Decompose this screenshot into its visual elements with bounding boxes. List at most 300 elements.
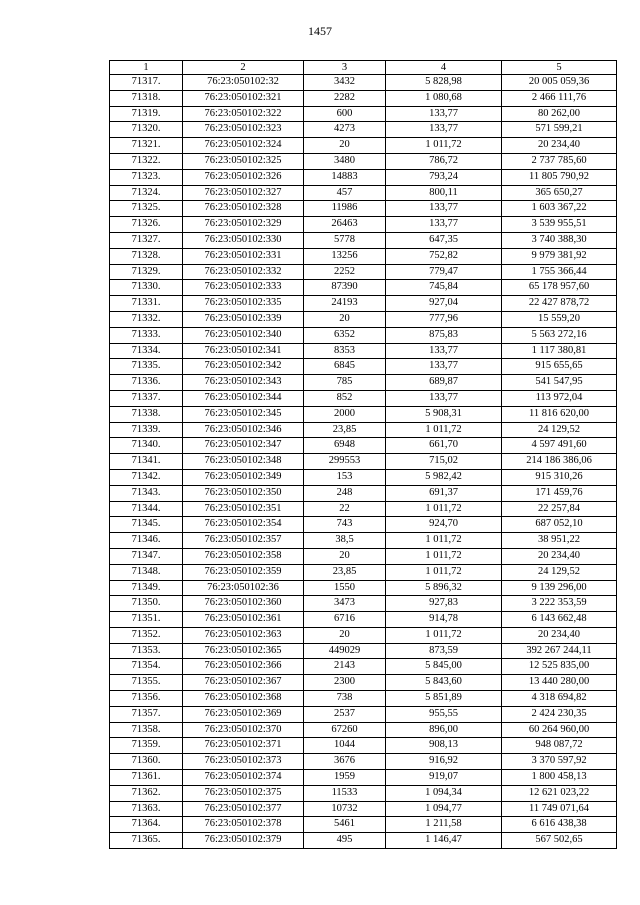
cadastral-number-cell: 76:23:050102:326 xyxy=(183,169,304,185)
row-number-cell: 71352. xyxy=(110,627,183,643)
table-row xyxy=(110,201,617,217)
table-row xyxy=(110,122,617,138)
table-row xyxy=(110,485,617,501)
row-number-cell: 71321. xyxy=(110,138,183,154)
table-row xyxy=(110,390,617,406)
row-number-cell: 71364. xyxy=(110,817,183,833)
table-row xyxy=(110,596,617,612)
cadastral-value-cell: 171 459,76 xyxy=(502,485,617,501)
cadastral-value-cell: 6 143 662,48 xyxy=(502,612,617,628)
cadastral-value-cell: 12 621 023,22 xyxy=(502,785,617,801)
cadastral-number-cell: 76:23:050102:351 xyxy=(183,501,304,517)
area-cell: 2537 xyxy=(304,706,386,722)
table-row xyxy=(110,359,617,375)
table-row xyxy=(110,327,617,343)
unit-value-cell: 800,11 xyxy=(386,185,502,201)
area-cell: 5778 xyxy=(304,232,386,248)
cadastral-value-cell: 22 257,84 xyxy=(502,501,617,517)
unit-value-cell: 873,59 xyxy=(386,643,502,659)
row-number-cell: 71318. xyxy=(110,90,183,106)
table-row xyxy=(110,722,617,738)
row-number-cell: 71341. xyxy=(110,454,183,470)
area-cell: 67260 xyxy=(304,722,386,738)
table-row xyxy=(110,422,617,438)
area-cell: 8353 xyxy=(304,343,386,359)
area-cell: 24193 xyxy=(304,296,386,312)
area-cell: 11533 xyxy=(304,785,386,801)
unit-value-cell: 1 094,77 xyxy=(386,801,502,817)
row-number-cell: 71328. xyxy=(110,248,183,264)
row-number-cell: 71320. xyxy=(110,122,183,138)
cadastral-value-cell: 3 740 388,30 xyxy=(502,232,617,248)
unit-value-cell: 875,83 xyxy=(386,327,502,343)
row-number-cell: 71363. xyxy=(110,801,183,817)
unit-value-cell: 927,04 xyxy=(386,296,502,312)
row-number-cell: 71350. xyxy=(110,596,183,612)
unit-value-cell: 133,77 xyxy=(386,106,502,122)
cadastral-number-cell: 76:23:050102:346 xyxy=(183,422,304,438)
unit-value-cell: 5 828,98 xyxy=(386,75,502,91)
area-cell: 14883 xyxy=(304,169,386,185)
area-cell: 449029 xyxy=(304,643,386,659)
cadastral-number-cell: 76:23:050102:373 xyxy=(183,754,304,770)
cadastral-value-cell: 3 539 955,51 xyxy=(502,217,617,233)
row-number-cell: 71323. xyxy=(110,169,183,185)
row-number-cell: 71359. xyxy=(110,738,183,754)
unit-value-cell: 1 080,68 xyxy=(386,90,502,106)
unit-value-cell: 1 011,72 xyxy=(386,138,502,154)
cadastral-number-cell: 76:23:050102:347 xyxy=(183,438,304,454)
row-number-cell: 71362. xyxy=(110,785,183,801)
cadastral-number-cell: 76:23:050102:323 xyxy=(183,122,304,138)
cadastral-value-cell: 687 052,10 xyxy=(502,517,617,533)
page-number: 1457 xyxy=(308,24,332,38)
table-row xyxy=(110,659,617,675)
unit-value-cell: 1 011,72 xyxy=(386,501,502,517)
cadastral-number-cell: 76:23:050102:357 xyxy=(183,533,304,549)
unit-value-cell: 689,87 xyxy=(386,375,502,391)
cadastral-number-cell: 76:23:050102:335 xyxy=(183,296,304,312)
table-row xyxy=(110,185,617,201)
area-cell: 3480 xyxy=(304,153,386,169)
unit-value-cell: 955,55 xyxy=(386,706,502,722)
cadastral-value-cell: 2 424 230,35 xyxy=(502,706,617,722)
table-header-row xyxy=(110,61,617,75)
cadastral-number-cell: 76:23:050102:370 xyxy=(183,722,304,738)
area-cell: 20 xyxy=(304,138,386,154)
row-number-cell: 71357. xyxy=(110,706,183,722)
cadastral-value-cell: 80 262,00 xyxy=(502,106,617,122)
area-cell: 23,85 xyxy=(304,422,386,438)
area-cell: 299553 xyxy=(304,454,386,470)
row-number-cell: 71331. xyxy=(110,296,183,312)
row-number-cell: 71324. xyxy=(110,185,183,201)
table-row xyxy=(110,501,617,517)
row-number-cell: 71340. xyxy=(110,438,183,454)
row-number-cell: 71358. xyxy=(110,722,183,738)
unit-value-cell: 5 845,00 xyxy=(386,659,502,675)
row-number-cell: 71327. xyxy=(110,232,183,248)
unit-value-cell: 133,77 xyxy=(386,201,502,217)
cadastral-value-cell: 20 234,40 xyxy=(502,627,617,643)
table-row xyxy=(110,169,617,185)
area-cell: 20 xyxy=(304,548,386,564)
row-number-cell: 71325. xyxy=(110,201,183,217)
unit-value-cell: 786,72 xyxy=(386,153,502,169)
cadastral-value-cell: 5 563 272,16 xyxy=(502,327,617,343)
row-number-cell: 71345. xyxy=(110,517,183,533)
row-number-cell: 71337. xyxy=(110,390,183,406)
area-cell: 23,85 xyxy=(304,564,386,580)
table-row xyxy=(110,90,617,106)
cadastral-number-cell: 76:23:050102:379 xyxy=(183,833,304,849)
table-row xyxy=(110,264,617,280)
cadastral-number-cell: 76:23:050102:366 xyxy=(183,659,304,675)
area-cell: 87390 xyxy=(304,280,386,296)
cadastral-value-cell: 11 816 620,00 xyxy=(502,406,617,422)
cadastral-value-cell: 20 234,40 xyxy=(502,548,617,564)
unit-value-cell: 5 982,42 xyxy=(386,469,502,485)
area-cell: 6845 xyxy=(304,359,386,375)
unit-value-cell: 715,02 xyxy=(386,454,502,470)
row-number-cell: 71326. xyxy=(110,217,183,233)
area-cell: 22 xyxy=(304,501,386,517)
cadastral-value-cell: 11 749 071,64 xyxy=(502,801,617,817)
table-row xyxy=(110,438,617,454)
row-number-cell: 71322. xyxy=(110,153,183,169)
row-number-cell: 71343. xyxy=(110,485,183,501)
table-row xyxy=(110,406,617,422)
unit-value-cell: 691,37 xyxy=(386,485,502,501)
cadastral-value-cell: 24 129,52 xyxy=(502,422,617,438)
cadastral-value-cell: 4 597 491,60 xyxy=(502,438,617,454)
cadastral-number-cell: 76:23:050102:349 xyxy=(183,469,304,485)
table-row xyxy=(110,564,617,580)
unit-value-cell: 896,00 xyxy=(386,722,502,738)
area-cell: 10732 xyxy=(304,801,386,817)
table-row xyxy=(110,817,617,833)
cadastral-value-cell: 20 005 059,36 xyxy=(502,75,617,91)
cadastral-value-cell: 948 087,72 xyxy=(502,738,617,754)
cadastral-number-cell: 76:23:050102:331 xyxy=(183,248,304,264)
row-number-cell: 71333. xyxy=(110,327,183,343)
unit-value-cell: 1 011,72 xyxy=(386,422,502,438)
unit-value-cell: 5 843,60 xyxy=(386,675,502,691)
area-cell: 3432 xyxy=(304,75,386,91)
cadastral-value-cell: 9 979 381,92 xyxy=(502,248,617,264)
cadastral-number-cell: 76:23:050102:345 xyxy=(183,406,304,422)
area-cell: 153 xyxy=(304,469,386,485)
cadastral-value-cell: 12 525 835,00 xyxy=(502,659,617,675)
table-row xyxy=(110,643,617,659)
unit-value-cell: 752,82 xyxy=(386,248,502,264)
row-number-cell: 71353. xyxy=(110,643,183,659)
table-row xyxy=(110,580,617,596)
cadastral-value-cell: 3 222 353,59 xyxy=(502,596,617,612)
table-row xyxy=(110,675,617,691)
cadastral-value-cell: 2 466 111,76 xyxy=(502,90,617,106)
cadastral-value-cell: 65 178 957,60 xyxy=(502,280,617,296)
row-number-cell: 71334. xyxy=(110,343,183,359)
column-header: 5 xyxy=(502,61,617,75)
row-number-cell: 71344. xyxy=(110,501,183,517)
row-number-cell: 71355. xyxy=(110,675,183,691)
unit-value-cell: 133,77 xyxy=(386,217,502,233)
cadastral-number-cell: 76:23:050102:358 xyxy=(183,548,304,564)
column-header: 4 xyxy=(386,61,502,75)
unit-value-cell: 5 896,32 xyxy=(386,580,502,596)
unit-value-cell: 133,77 xyxy=(386,343,502,359)
cadastral-number-cell: 76:23:050102:359 xyxy=(183,564,304,580)
cadastral-value-cell: 15 559,20 xyxy=(502,311,617,327)
cadastral-number-cell: 76:23:050102:339 xyxy=(183,311,304,327)
table-row xyxy=(110,517,617,533)
cadastral-number-cell: 76:23:050102:343 xyxy=(183,375,304,391)
row-number-cell: 71329. xyxy=(110,264,183,280)
cadastral-value-cell: 214 186 386,06 xyxy=(502,454,617,470)
cadastral-value-cell: 22 427 878,72 xyxy=(502,296,617,312)
column-header: 2 xyxy=(183,61,304,75)
table-row xyxy=(110,232,617,248)
cadastral-number-cell: 76:23:050102:377 xyxy=(183,801,304,817)
cadastral-value-cell: 1 800 458,13 xyxy=(502,770,617,786)
unit-value-cell: 919,07 xyxy=(386,770,502,786)
area-cell: 20 xyxy=(304,311,386,327)
table-row xyxy=(110,548,617,564)
cadastral-number-cell: 76:23:050102:361 xyxy=(183,612,304,628)
cadastral-number-cell: 76:23:050102:350 xyxy=(183,485,304,501)
cadastral-number-cell: 76:23:050102:374 xyxy=(183,770,304,786)
unit-value-cell: 1 011,72 xyxy=(386,548,502,564)
cadastral-value-cell: 2 737 785,60 xyxy=(502,153,617,169)
cadastral-number-cell: 76:23:050102:327 xyxy=(183,185,304,201)
table-row xyxy=(110,738,617,754)
row-number-cell: 71354. xyxy=(110,659,183,675)
cadastral-number-cell: 76:23:050102:325 xyxy=(183,153,304,169)
cadastral-value-cell: 4 318 694,82 xyxy=(502,691,617,707)
cadastral-number-cell: 76:23:050102:324 xyxy=(183,138,304,154)
cadastral-number-cell: 76:23:050102:321 xyxy=(183,90,304,106)
cadastral-value-cell: 915 310,26 xyxy=(502,469,617,485)
area-cell: 248 xyxy=(304,485,386,501)
cadastral-number-cell: 76:23:050102:348 xyxy=(183,454,304,470)
cadastral-number-cell: 76:23:050102:36 xyxy=(183,580,304,596)
unit-value-cell: 5 851,89 xyxy=(386,691,502,707)
unit-value-cell: 793,24 xyxy=(386,169,502,185)
area-cell: 852 xyxy=(304,390,386,406)
area-cell: 2252 xyxy=(304,264,386,280)
cadastral-number-cell: 76:23:050102:328 xyxy=(183,201,304,217)
cadastral-number-cell: 76:23:050102:354 xyxy=(183,517,304,533)
row-number-cell: 71347. xyxy=(110,548,183,564)
area-cell: 6948 xyxy=(304,438,386,454)
cadastral-number-cell: 76:23:050102:330 xyxy=(183,232,304,248)
area-cell: 6716 xyxy=(304,612,386,628)
unit-value-cell: 647,35 xyxy=(386,232,502,248)
table-row xyxy=(110,706,617,722)
row-number-cell: 71339. xyxy=(110,422,183,438)
cadastral-value-cell: 38 951,22 xyxy=(502,533,617,549)
table-row xyxy=(110,296,617,312)
table-row xyxy=(110,469,617,485)
unit-value-cell: 1 011,72 xyxy=(386,627,502,643)
table-row xyxy=(110,833,617,849)
cadastral-number-cell: 76:23:050102:363 xyxy=(183,627,304,643)
table-row xyxy=(110,311,617,327)
table-row xyxy=(110,785,617,801)
cadastral-value-cell: 24 129,52 xyxy=(502,564,617,580)
cadastral-number-cell: 76:23:050102:365 xyxy=(183,643,304,659)
row-number-cell: 71317. xyxy=(110,75,183,91)
cadastral-value-table xyxy=(109,60,617,849)
table-row xyxy=(110,754,617,770)
cadastral-value-cell: 3 370 597,92 xyxy=(502,754,617,770)
row-number-cell: 71330. xyxy=(110,280,183,296)
row-number-cell: 71365. xyxy=(110,833,183,849)
table-row xyxy=(110,612,617,628)
unit-value-cell: 133,77 xyxy=(386,122,502,138)
table-row xyxy=(110,691,617,707)
area-cell: 2000 xyxy=(304,406,386,422)
table-row xyxy=(110,627,617,643)
cadastral-value-cell: 6 616 438,38 xyxy=(502,817,617,833)
cadastral-number-cell: 76:23:050102:333 xyxy=(183,280,304,296)
area-cell: 743 xyxy=(304,517,386,533)
column-header: 3 xyxy=(304,61,386,75)
cadastral-number-cell: 76:23:050102:378 xyxy=(183,817,304,833)
table-row xyxy=(110,533,617,549)
area-cell: 2282 xyxy=(304,90,386,106)
cadastral-number-cell: 76:23:050102:369 xyxy=(183,706,304,722)
cadastral-value-cell: 60 264 960,00 xyxy=(502,722,617,738)
area-cell: 1550 xyxy=(304,580,386,596)
area-cell: 38,5 xyxy=(304,533,386,549)
cadastral-value-cell: 571 599,21 xyxy=(502,122,617,138)
cadastral-number-cell: 76:23:050102:340 xyxy=(183,327,304,343)
cadastral-number-cell: 76:23:050102:32 xyxy=(183,75,304,91)
table-row xyxy=(110,280,617,296)
area-cell: 11986 xyxy=(304,201,386,217)
area-cell: 495 xyxy=(304,833,386,849)
cadastral-value-cell: 541 547,95 xyxy=(502,375,617,391)
unit-value-cell: 914,78 xyxy=(386,612,502,628)
unit-value-cell: 133,77 xyxy=(386,359,502,375)
table-row xyxy=(110,153,617,169)
cadastral-number-cell: 76:23:050102:375 xyxy=(183,785,304,801)
row-number-cell: 71336. xyxy=(110,375,183,391)
table-row xyxy=(110,138,617,154)
table-row xyxy=(110,454,617,470)
unit-value-cell: 661,70 xyxy=(386,438,502,454)
unit-value-cell: 745,84 xyxy=(386,280,502,296)
cadastral-value-cell: 11 805 790,92 xyxy=(502,169,617,185)
row-number-cell: 71335. xyxy=(110,359,183,375)
cadastral-number-cell: 76:23:050102:342 xyxy=(183,359,304,375)
area-cell: 3473 xyxy=(304,596,386,612)
row-number-cell: 71338. xyxy=(110,406,183,422)
table-row xyxy=(110,801,617,817)
area-cell: 13256 xyxy=(304,248,386,264)
area-cell: 4273 xyxy=(304,122,386,138)
cadastral-number-cell: 76:23:050102:367 xyxy=(183,675,304,691)
cadastral-number-cell: 76:23:050102:360 xyxy=(183,596,304,612)
cadastral-value-cell: 365 650,27 xyxy=(502,185,617,201)
table-row xyxy=(110,106,617,122)
area-cell: 6352 xyxy=(304,327,386,343)
cadastral-value-cell: 20 234,40 xyxy=(502,138,617,154)
unit-value-cell: 133,77 xyxy=(386,390,502,406)
area-cell: 2143 xyxy=(304,659,386,675)
unit-value-cell: 924,70 xyxy=(386,517,502,533)
row-number-cell: 71360. xyxy=(110,754,183,770)
table-row xyxy=(110,375,617,391)
unit-value-cell: 1 211,58 xyxy=(386,817,502,833)
cadastral-value-cell: 1 603 367,22 xyxy=(502,201,617,217)
unit-value-cell: 927,83 xyxy=(386,596,502,612)
unit-value-cell: 1 094,34 xyxy=(386,785,502,801)
cadastral-value-cell: 567 502,65 xyxy=(502,833,617,849)
area-cell: 785 xyxy=(304,375,386,391)
row-number-cell: 71332. xyxy=(110,311,183,327)
row-number-cell: 71346. xyxy=(110,533,183,549)
cadastral-value-cell: 1 117 380,81 xyxy=(502,343,617,359)
row-number-cell: 71361. xyxy=(110,770,183,786)
row-number-cell: 71356. xyxy=(110,691,183,707)
cadastral-number-cell: 76:23:050102:322 xyxy=(183,106,304,122)
area-cell: 26463 xyxy=(304,217,386,233)
row-number-cell: 71351. xyxy=(110,612,183,628)
row-number-cell: 71348. xyxy=(110,564,183,580)
cadastral-value-cell: 392 267 244,11 xyxy=(502,643,617,659)
area-cell: 2300 xyxy=(304,675,386,691)
area-cell: 1959 xyxy=(304,770,386,786)
unit-value-cell: 777,96 xyxy=(386,311,502,327)
unit-value-cell: 1 011,72 xyxy=(386,564,502,580)
area-cell: 457 xyxy=(304,185,386,201)
table-body xyxy=(110,75,617,849)
cadastral-number-cell: 76:23:050102:341 xyxy=(183,343,304,359)
cadastral-number-cell: 76:23:050102:329 xyxy=(183,217,304,233)
cadastral-value-cell: 9 139 296,00 xyxy=(502,580,617,596)
cadastral-number-cell: 76:23:050102:368 xyxy=(183,691,304,707)
row-number-cell: 71349. xyxy=(110,580,183,596)
area-cell: 738 xyxy=(304,691,386,707)
column-header: 1 xyxy=(110,61,183,75)
table-row xyxy=(110,343,617,359)
area-cell: 1044 xyxy=(304,738,386,754)
cadastral-value-cell: 113 972,04 xyxy=(502,390,617,406)
area-cell: 3676 xyxy=(304,754,386,770)
table-row xyxy=(110,75,617,91)
unit-value-cell: 1 011,72 xyxy=(386,533,502,549)
table-row xyxy=(110,770,617,786)
area-cell: 5461 xyxy=(304,817,386,833)
table-row xyxy=(110,248,617,264)
unit-value-cell: 916,92 xyxy=(386,754,502,770)
unit-value-cell: 779,47 xyxy=(386,264,502,280)
unit-value-cell: 5 908,31 xyxy=(386,406,502,422)
area-cell: 20 xyxy=(304,627,386,643)
unit-value-cell: 908,13 xyxy=(386,738,502,754)
area-cell: 600 xyxy=(304,106,386,122)
cadastral-number-cell: 76:23:050102:332 xyxy=(183,264,304,280)
table-row xyxy=(110,217,617,233)
cadastral-value-cell: 1 755 366,44 xyxy=(502,264,617,280)
cadastral-number-cell: 76:23:050102:371 xyxy=(183,738,304,754)
cadastral-value-cell: 13 440 280,00 xyxy=(502,675,617,691)
row-number-cell: 71342. xyxy=(110,469,183,485)
cadastral-value-cell: 915 655,65 xyxy=(502,359,617,375)
